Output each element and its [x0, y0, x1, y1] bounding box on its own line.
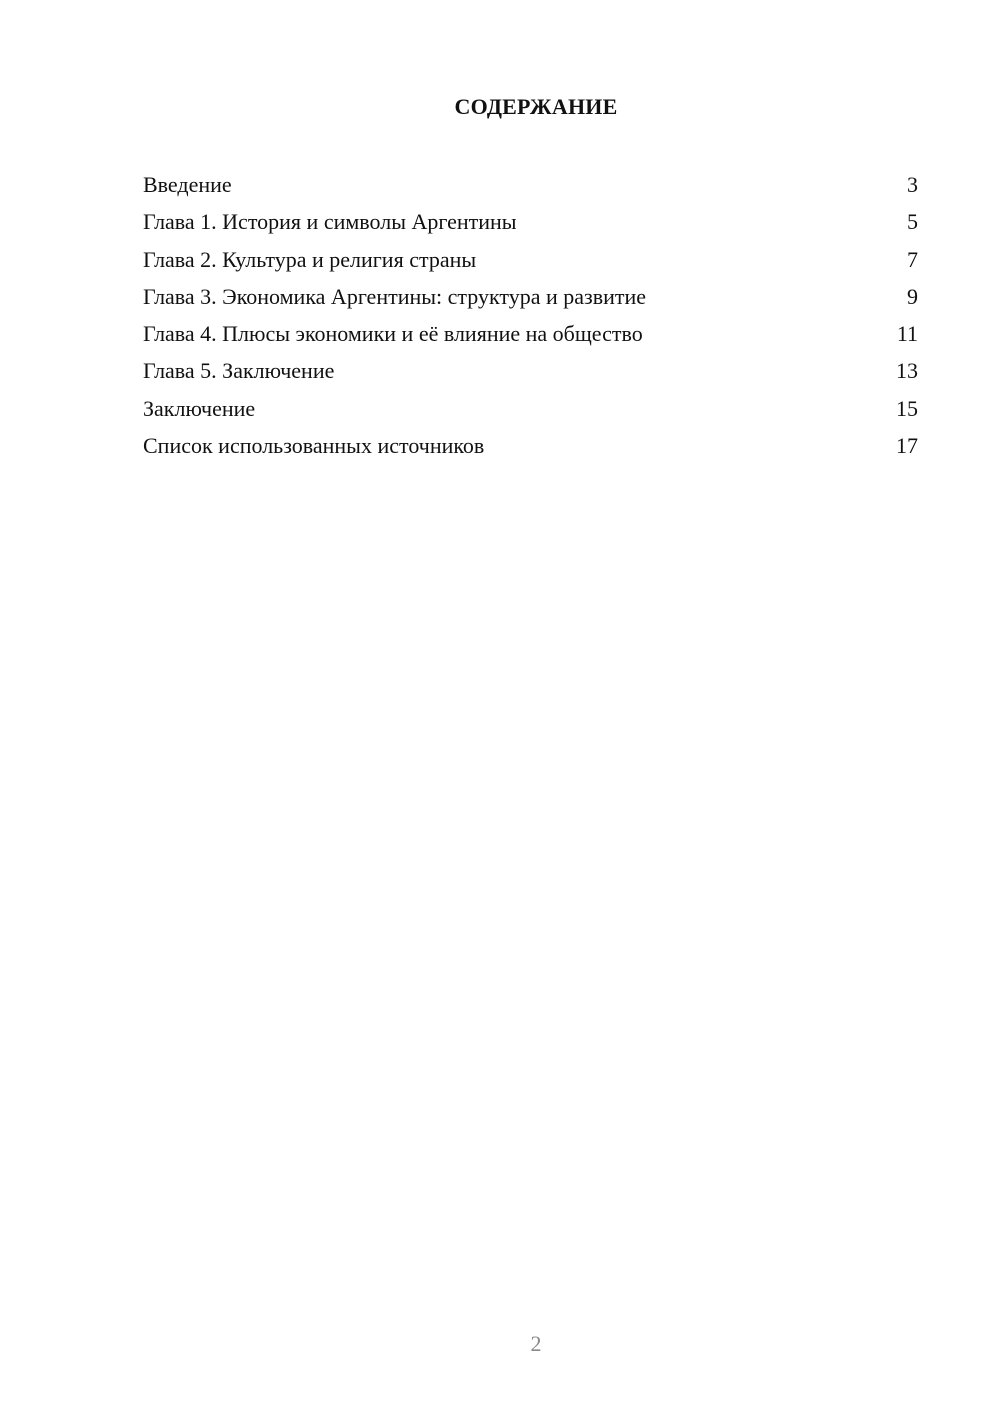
toc-entry-label: Глава 1. История и символы Аргентины: [143, 209, 517, 235]
toc-entry-page: 15: [896, 395, 918, 421]
page-title: СОДЕРЖАНИЕ: [454, 94, 618, 119]
toc-entry: [143, 280, 918, 317]
page-number: 2: [530, 1331, 542, 1356]
toc-entry-label: Глава 5. Заключение: [143, 358, 335, 384]
toc-entry-page: 11: [896, 321, 918, 347]
toc-entry-page: 17: [896, 433, 918, 459]
toc-entry-page: 13: [896, 358, 918, 384]
table-of-contents: [143, 168, 918, 466]
toc-entry-label: Введение: [143, 172, 232, 197]
toc-entry: [143, 392, 918, 429]
toc-entry: [143, 354, 918, 391]
toc-entry: [143, 205, 918, 242]
toc-entry: [143, 429, 918, 466]
toc-entry-label: Глава 4. Плюсы экономики и её влияние на общество: [143, 321, 643, 347]
toc-entry-label: Глава 3. Экономика Аргентины: структура и развитие: [143, 283, 647, 309]
toc-entry-page: 5: [907, 209, 918, 235]
toc-entry: [143, 243, 918, 280]
toc-entry-label: Глава 2. Культура и религия страны: [143, 246, 477, 272]
toc-entry-page: 7: [907, 246, 918, 272]
toc-entry: [143, 168, 918, 205]
toc-entry-label: Список использованных источников: [143, 433, 485, 459]
toc-entry-page: 3: [907, 172, 918, 197]
toc-entry: [143, 317, 918, 354]
toc-entry-page: 9: [907, 283, 918, 309]
toc-entry-label: Заключение: [143, 395, 256, 421]
